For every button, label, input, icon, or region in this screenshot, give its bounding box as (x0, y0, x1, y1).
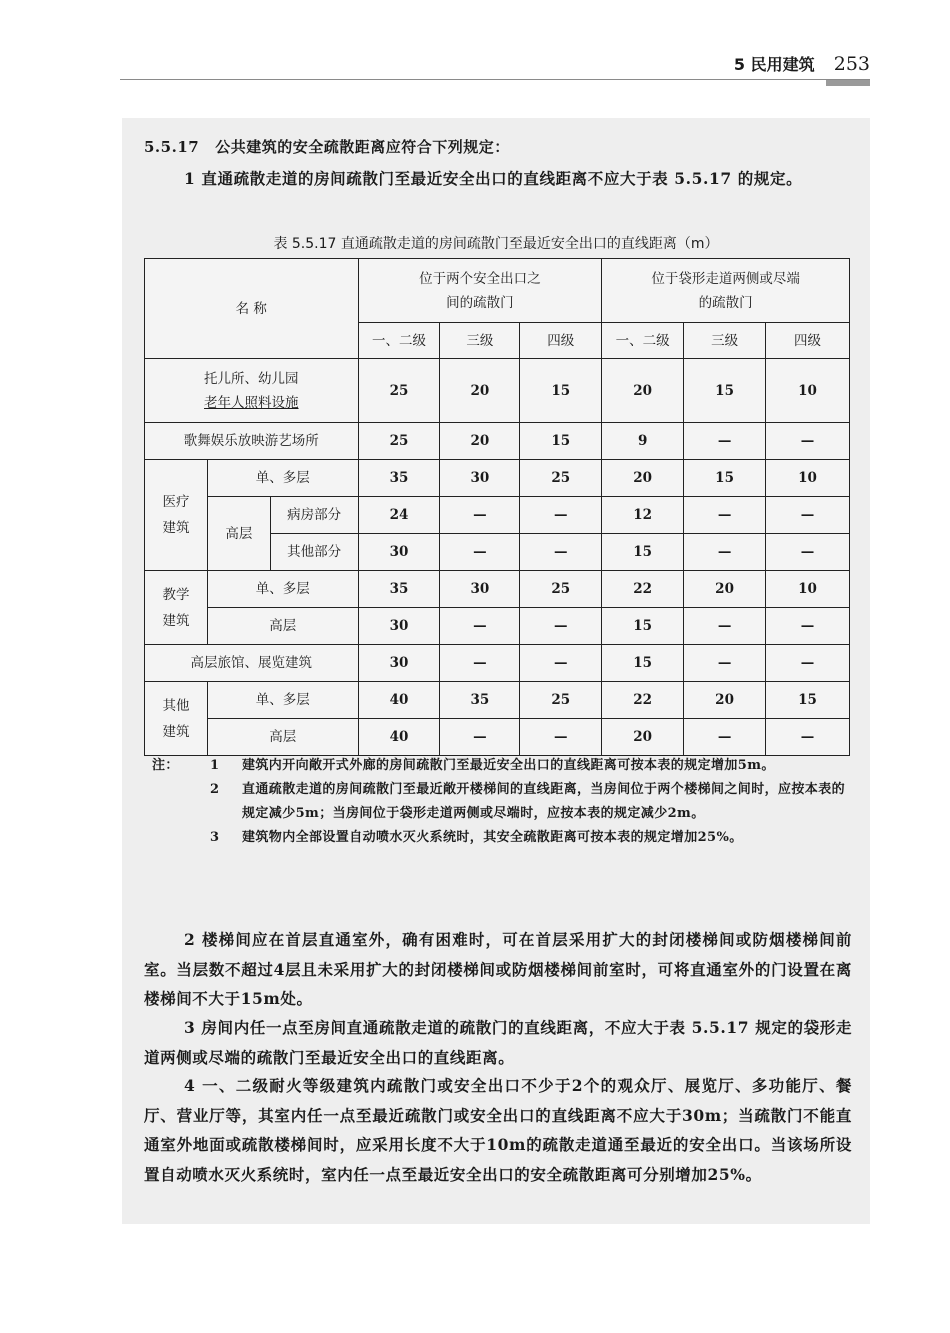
note-item (152, 754, 852, 778)
table-cell: 40 (358, 719, 440, 756)
table-cell: 25 (520, 682, 602, 719)
header-name: 名 称 (145, 259, 359, 359)
table-cell: 25 (358, 423, 440, 460)
notes-prefix: 注： (152, 758, 179, 773)
table-cell: — (766, 534, 850, 571)
table-cell: — (440, 608, 520, 645)
note-number: 3 (210, 830, 220, 845)
grade-header: 三级 (684, 323, 766, 359)
table-cell: 25 (520, 460, 602, 497)
table-cell: 15 (602, 608, 684, 645)
distance-table (144, 258, 850, 756)
table-cell: 20 (684, 571, 766, 608)
item-2: 2 楼梯间应在首层直通室外，确有困难时，可在首层采用扩大的封闭楼梯间或防烟楼梯间前室。当层数不超过4层且未采用扩大的封闭楼梯间或防烟楼梯间前室时，可将直通室外的门设置在离楼梯间不大于15m处。 (144, 930, 852, 1008)
table-caption: 表 5.5.17 直通疏散走道的房间疏散门至最近安全出口的直线距离（m） (273, 236, 719, 252)
table-cell: — (440, 497, 520, 534)
table-cell: — (766, 608, 850, 645)
table-cell: — (684, 608, 766, 645)
subsub-label: 其他部分 (270, 534, 358, 571)
table-cell: — (440, 645, 520, 682)
table-cell: — (684, 423, 766, 460)
table-cell: 30 (358, 608, 440, 645)
group-label-other (145, 682, 208, 756)
grade-header: 四级 (766, 323, 850, 359)
grade-header: 一、二级 (602, 323, 684, 359)
sub-label: 高层 (207, 497, 270, 571)
table-cell: 10 (766, 571, 850, 608)
header-text (734, 52, 870, 75)
table-cell: 25 (358, 359, 440, 423)
clause-heading (144, 136, 510, 157)
table-row (145, 460, 850, 497)
header-group2-text: 位于袋形走道两侧或尽端的疏散门 (651, 270, 800, 311)
table-cell: 22 (602, 682, 684, 719)
table-cell: 15 (520, 423, 602, 460)
sub-label: 单、多层 (207, 460, 358, 497)
sub-label: 单、多层 (207, 571, 358, 608)
table-cell: 35 (440, 682, 520, 719)
table-cell: 15 (602, 534, 684, 571)
table-cell: — (520, 645, 602, 682)
table-row (145, 571, 850, 608)
page-number: 253 (833, 53, 870, 75)
header-group2 (602, 259, 850, 323)
table-cell: — (766, 645, 850, 682)
item-1: 1 直通疏散走道的房间疏散门至最近安全出口的直线距离不应大于表 5.5.17 的规定。 (184, 169, 803, 188)
group-label-text: 医疗建筑 (162, 494, 190, 536)
table-cell: 12 (602, 497, 684, 534)
row-label: 歌舞娱乐放映游艺场所 (145, 423, 359, 460)
table-cell: 20 (602, 719, 684, 756)
table-cell: 35 (358, 571, 440, 608)
table-cell: 30 (440, 460, 520, 497)
note-number: 2 (210, 782, 220, 797)
table-cell: — (440, 719, 520, 756)
table-cell: 40 (358, 682, 440, 719)
table-row (145, 359, 850, 423)
item-4: 4 一、二级耐火等级建筑内疏散门或安全出口不少于2个的观众厅、展览厅、多功能厅、餐厅、营业厅等，其室内任一点至最近疏散门或安全出口的直线距离不应大于30m；当疏散门不能直通室外地面或疏散楼梯间时，应采用长度不大于10m的疏散走道通至最近的安全出口。当该场所设置自动喷水灭火系统时，室内任一点至最近安全出口的安全疏散距离可分别增加25%。 (144, 1076, 852, 1184)
table-cell: 35 (358, 460, 440, 497)
table-notes (152, 754, 852, 850)
header-group1-text: 位于两个安全出口之间的疏散门 (419, 270, 541, 311)
note-item (152, 778, 852, 826)
note-text: 建筑物内全部设置自动喷水灭火系统时，其安全疏散距离可按本表的规定增加25%。 (242, 830, 743, 845)
table-cell: 24 (358, 497, 440, 534)
table-row (145, 423, 850, 460)
header-bar (826, 80, 870, 86)
table-row (145, 645, 850, 682)
table-cell: 30 (440, 571, 520, 608)
table-cell: — (766, 497, 850, 534)
table-cell: — (766, 719, 850, 756)
row-label-line1: 托儿所、幼儿园 (204, 370, 299, 387)
table-cell: 20 (440, 423, 520, 460)
table-cell: 20 (602, 460, 684, 497)
grade-header: 三级 (440, 323, 520, 359)
table-cell: 30 (358, 645, 440, 682)
chapter-title: 5 民用建筑 (733, 55, 815, 74)
table-cell: — (520, 608, 602, 645)
group-label-text: 其他建筑 (162, 697, 190, 740)
page-header (120, 52, 870, 82)
table-cell: — (684, 719, 766, 756)
table-cell: — (766, 423, 850, 460)
header-group1 (358, 259, 602, 323)
group-label-text: 教学建筑 (162, 586, 190, 629)
note-text: 建筑内开向敞开式外廊的房间疏散门至最近安全出口的直线距离可按本表的规定增加5m。 (242, 758, 775, 773)
note-text: 直通疏散走道的房间疏散门至最近敞开楼梯间的直线距离，当房间位于两个楼梯间之间时，应按本表的规定减少5m；当房间位于袋形走道两侧或尽端时，应按本表的规定减少2m。 (242, 782, 846, 821)
clause-title: 公共建筑的安全疏散距离应符合下列规定： (215, 138, 510, 156)
grade-header: 一、二级 (358, 323, 440, 359)
table-cell: 10 (766, 359, 850, 423)
table-row (145, 719, 850, 756)
table-cell: — (440, 534, 520, 571)
sub-label: 单、多层 (207, 682, 358, 719)
table-cell: 10 (766, 460, 850, 497)
table-cell: — (684, 534, 766, 571)
table-row (145, 497, 850, 534)
row-label-line2: 老年人照料设施 (204, 394, 299, 411)
table-cell: 15 (766, 682, 850, 719)
table-cell: 22 (602, 571, 684, 608)
group-label-medical (145, 460, 208, 571)
table-cell: — (684, 645, 766, 682)
table-cell: — (684, 497, 766, 534)
clause-panel (122, 118, 870, 1224)
table-cell: 15 (520, 359, 602, 423)
row-label: 高层旅馆、展览建筑 (145, 645, 359, 682)
table-cell: 9 (602, 423, 684, 460)
table-cell: 20 (440, 359, 520, 423)
table-cell: — (520, 497, 602, 534)
table-row (145, 608, 850, 645)
table-cell: — (520, 719, 602, 756)
sub-label: 高层 (207, 608, 358, 645)
table-cell: 20 (602, 359, 684, 423)
item-3: 3 房间内任一点至房间直通疏散走道的疏散门的直线距离，不应大于表 5.5.17 规定的袋形走道两侧或尽端的疏散门至最近安全出口的直线距离。 (144, 1018, 852, 1067)
note-item (152, 826, 852, 850)
group-label-teaching (145, 571, 208, 645)
table-cell: 15 (602, 645, 684, 682)
row-label (145, 359, 359, 423)
sub-label: 高层 (207, 719, 358, 756)
table-cell: 25 (520, 571, 602, 608)
table-row (145, 682, 850, 719)
subsub-label: 病房部分 (270, 497, 358, 534)
table-cell: 15 (684, 359, 766, 423)
grade-header: 四级 (520, 323, 602, 359)
table-cell: — (520, 534, 602, 571)
table-cell: 15 (684, 460, 766, 497)
clause-number: 5.5.17 (144, 138, 200, 156)
table-cell: 30 (358, 534, 440, 571)
table-cell: 20 (684, 682, 766, 719)
note-number: 1 (210, 758, 220, 773)
header-rule (120, 79, 870, 80)
